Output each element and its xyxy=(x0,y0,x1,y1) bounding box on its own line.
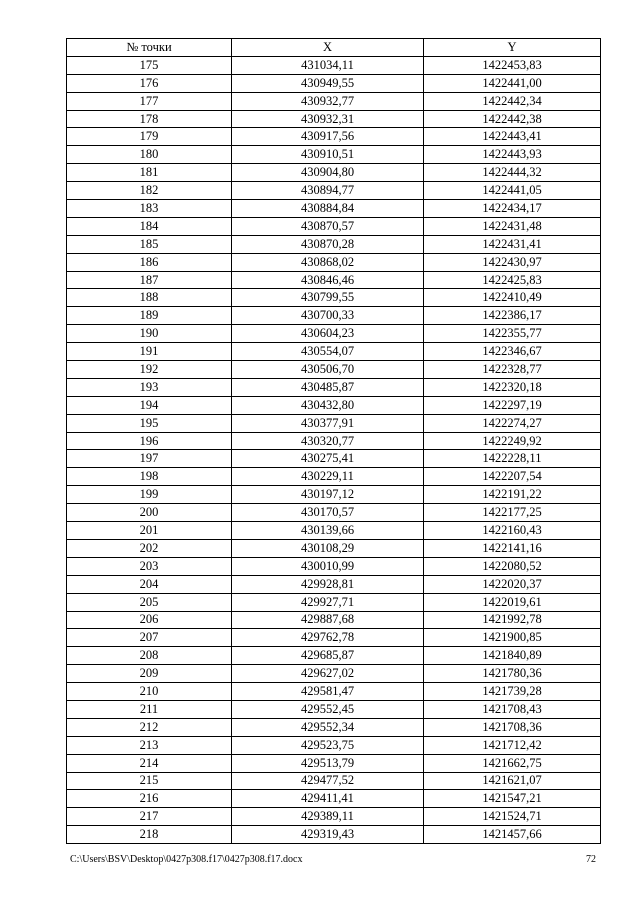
cell-y: 1422431,41 xyxy=(424,235,601,253)
table-row xyxy=(67,647,601,665)
cell-point-number: 207 xyxy=(67,629,232,647)
cell-y: 1421662,75 xyxy=(424,754,601,772)
cell-y: 1422207,54 xyxy=(424,468,601,486)
cell-point-number: 197 xyxy=(67,450,232,468)
header-point-number: № точки xyxy=(67,39,232,57)
table-row xyxy=(67,110,601,128)
cell-y: 1422444,32 xyxy=(424,164,601,182)
cell-x: 430894,77 xyxy=(232,182,424,200)
cell-x: 430932,31 xyxy=(232,110,424,128)
cell-y: 1422141,16 xyxy=(424,539,601,557)
table-row xyxy=(67,665,601,683)
cell-point-number: 198 xyxy=(67,468,232,486)
table-row xyxy=(67,450,601,468)
cell-y: 1422425,83 xyxy=(424,271,601,289)
cell-point-number: 215 xyxy=(67,772,232,790)
cell-point-number: 187 xyxy=(67,271,232,289)
cell-x: 429523,75 xyxy=(232,736,424,754)
header-y: Y xyxy=(424,39,601,57)
cell-point-number: 201 xyxy=(67,522,232,540)
table-body xyxy=(67,56,601,843)
cell-point-number: 217 xyxy=(67,808,232,826)
cell-x: 429389,11 xyxy=(232,808,424,826)
table-row xyxy=(67,378,601,396)
table-row xyxy=(67,271,601,289)
table-row xyxy=(67,182,601,200)
cell-x: 429411,41 xyxy=(232,790,424,808)
cell-point-number: 176 xyxy=(67,74,232,92)
table-row xyxy=(67,164,601,182)
cell-x: 430799,55 xyxy=(232,289,424,307)
table-row xyxy=(67,593,601,611)
table-row xyxy=(67,700,601,718)
cell-y: 1422328,77 xyxy=(424,361,601,379)
cell-point-number: 177 xyxy=(67,92,232,110)
cell-y: 1422320,18 xyxy=(424,378,601,396)
table-row xyxy=(67,754,601,772)
cell-x: 430320,77 xyxy=(232,432,424,450)
cell-y: 1422355,77 xyxy=(424,325,601,343)
table-row xyxy=(67,522,601,540)
cell-y: 1422443,41 xyxy=(424,128,601,146)
cell-y: 1422160,43 xyxy=(424,522,601,540)
cell-y: 1422020,37 xyxy=(424,575,601,593)
cell-point-number: 216 xyxy=(67,790,232,808)
cell-x: 430197,12 xyxy=(232,486,424,504)
cell-point-number: 189 xyxy=(67,307,232,325)
cell-x: 430170,57 xyxy=(232,504,424,522)
cell-y: 1421739,28 xyxy=(424,683,601,701)
table-row xyxy=(67,629,601,647)
cell-x: 429552,34 xyxy=(232,718,424,736)
table-row xyxy=(67,92,601,110)
cell-point-number: 183 xyxy=(67,200,232,218)
table-row xyxy=(67,74,601,92)
cell-point-number: 195 xyxy=(67,414,232,432)
cell-y: 1421712,42 xyxy=(424,736,601,754)
cell-point-number: 194 xyxy=(67,396,232,414)
cell-point-number: 203 xyxy=(67,557,232,575)
cell-point-number: 204 xyxy=(67,575,232,593)
cell-x: 430870,28 xyxy=(232,235,424,253)
cell-y: 1422297,19 xyxy=(424,396,601,414)
cell-y: 1421900,85 xyxy=(424,629,601,647)
table-row xyxy=(67,200,601,218)
cell-x: 429477,52 xyxy=(232,772,424,790)
table-row xyxy=(67,361,601,379)
cell-x: 430910,51 xyxy=(232,146,424,164)
table-row xyxy=(67,808,601,826)
cell-point-number: 179 xyxy=(67,128,232,146)
cell-x: 430010,99 xyxy=(232,557,424,575)
table-row xyxy=(67,611,601,629)
cell-y: 1421780,36 xyxy=(424,665,601,683)
cell-x: 429552,45 xyxy=(232,700,424,718)
cell-x: 430377,91 xyxy=(232,414,424,432)
cell-point-number: 181 xyxy=(67,164,232,182)
table-row xyxy=(67,718,601,736)
table-row xyxy=(67,307,601,325)
cell-point-number: 211 xyxy=(67,700,232,718)
cell-y: 1422346,67 xyxy=(424,343,601,361)
cell-x: 430275,41 xyxy=(232,450,424,468)
table-row xyxy=(67,396,601,414)
cell-point-number: 185 xyxy=(67,235,232,253)
cell-y: 1421708,43 xyxy=(424,700,601,718)
cell-point-number: 182 xyxy=(67,182,232,200)
cell-y: 1421547,21 xyxy=(424,790,601,808)
cell-y: 1422434,17 xyxy=(424,200,601,218)
cell-y: 1422443,93 xyxy=(424,146,601,164)
cell-x: 430884,84 xyxy=(232,200,424,218)
cell-y: 1421457,66 xyxy=(424,826,601,844)
table-row xyxy=(67,575,601,593)
table-row xyxy=(67,557,601,575)
cell-x: 429685,87 xyxy=(232,647,424,665)
cell-y: 1422177,25 xyxy=(424,504,601,522)
cell-x: 430432,80 xyxy=(232,396,424,414)
footer-page-number: 72 xyxy=(586,854,596,865)
cell-point-number: 178 xyxy=(67,110,232,128)
cell-y: 1422191,22 xyxy=(424,486,601,504)
cell-y: 1422410,49 xyxy=(424,289,601,307)
table-row xyxy=(67,235,601,253)
footer-file-path: C:\Users\BSV\Desktop\0427p308.f17\0427p308.f17.docx xyxy=(70,854,303,865)
table-header-row xyxy=(67,39,601,57)
cell-y: 1422442,34 xyxy=(424,92,601,110)
cell-y: 1421992,78 xyxy=(424,611,601,629)
cell-x: 430229,11 xyxy=(232,468,424,486)
cell-y: 1422453,83 xyxy=(424,56,601,74)
table-row xyxy=(67,414,601,432)
cell-x: 430485,87 xyxy=(232,378,424,396)
table-row xyxy=(67,146,601,164)
cell-x: 430904,80 xyxy=(232,164,424,182)
cell-point-number: 199 xyxy=(67,486,232,504)
cell-point-number: 190 xyxy=(67,325,232,343)
cell-y: 1422249,92 xyxy=(424,432,601,450)
table-row xyxy=(67,325,601,343)
table-row xyxy=(67,736,601,754)
cell-y: 1422431,48 xyxy=(424,217,601,235)
cell-point-number: 184 xyxy=(67,217,232,235)
cell-x: 430108,29 xyxy=(232,539,424,557)
cell-point-number: 209 xyxy=(67,665,232,683)
cell-y: 1421840,89 xyxy=(424,647,601,665)
cell-y: 1422441,00 xyxy=(424,74,601,92)
cell-x: 430949,55 xyxy=(232,74,424,92)
cell-point-number: 186 xyxy=(67,253,232,271)
table-row xyxy=(67,826,601,844)
table-row xyxy=(67,289,601,307)
table-row xyxy=(67,253,601,271)
table-row xyxy=(67,217,601,235)
cell-point-number: 193 xyxy=(67,378,232,396)
table-row xyxy=(67,790,601,808)
cell-x: 429581,47 xyxy=(232,683,424,701)
coordinates-table xyxy=(66,38,601,844)
cell-point-number: 175 xyxy=(67,56,232,74)
cell-y: 1422019,61 xyxy=(424,593,601,611)
cell-x: 430868,02 xyxy=(232,253,424,271)
cell-point-number: 180 xyxy=(67,146,232,164)
cell-x: 429513,79 xyxy=(232,754,424,772)
table-row xyxy=(67,468,601,486)
cell-y: 1422430,97 xyxy=(424,253,601,271)
cell-point-number: 200 xyxy=(67,504,232,522)
cell-point-number: 213 xyxy=(67,736,232,754)
cell-x: 429319,43 xyxy=(232,826,424,844)
cell-y: 1422228,11 xyxy=(424,450,601,468)
cell-x: 430554,07 xyxy=(232,343,424,361)
table-row xyxy=(67,486,601,504)
cell-x: 429927,71 xyxy=(232,593,424,611)
table-row xyxy=(67,539,601,557)
cell-point-number: 206 xyxy=(67,611,232,629)
cell-point-number: 188 xyxy=(67,289,232,307)
table-row xyxy=(67,504,601,522)
table-row xyxy=(67,772,601,790)
cell-point-number: 202 xyxy=(67,539,232,557)
cell-y: 1422386,17 xyxy=(424,307,601,325)
cell-x: 430139,66 xyxy=(232,522,424,540)
cell-x: 429762,78 xyxy=(232,629,424,647)
cell-x: 430917,56 xyxy=(232,128,424,146)
cell-y: 1421621,07 xyxy=(424,772,601,790)
cell-y: 1422441,05 xyxy=(424,182,601,200)
cell-x: 429627,02 xyxy=(232,665,424,683)
cell-point-number: 192 xyxy=(67,361,232,379)
cell-y: 1422080,52 xyxy=(424,557,601,575)
header-x: X xyxy=(232,39,424,57)
cell-x: 431034,11 xyxy=(232,56,424,74)
cell-point-number: 218 xyxy=(67,826,232,844)
cell-y: 1421708,36 xyxy=(424,718,601,736)
cell-point-number: 210 xyxy=(67,683,232,701)
table-row xyxy=(67,343,601,361)
cell-point-number: 191 xyxy=(67,343,232,361)
cell-y: 1422274,27 xyxy=(424,414,601,432)
cell-y: 1421524,71 xyxy=(424,808,601,826)
cell-point-number: 205 xyxy=(67,593,232,611)
table-row xyxy=(67,683,601,701)
cell-x: 430932,77 xyxy=(232,92,424,110)
cell-y: 1422442,38 xyxy=(424,110,601,128)
cell-x: 430604,23 xyxy=(232,325,424,343)
cell-point-number: 212 xyxy=(67,718,232,736)
cell-point-number: 196 xyxy=(67,432,232,450)
cell-x: 430506,70 xyxy=(232,361,424,379)
cell-point-number: 214 xyxy=(67,754,232,772)
cell-x: 430700,33 xyxy=(232,307,424,325)
cell-point-number: 208 xyxy=(67,647,232,665)
cell-x: 430870,57 xyxy=(232,217,424,235)
table-row xyxy=(67,56,601,74)
cell-x: 429928,81 xyxy=(232,575,424,593)
table-row xyxy=(67,432,601,450)
table-row xyxy=(67,128,601,146)
cell-x: 430846,46 xyxy=(232,271,424,289)
cell-x: 429887,68 xyxy=(232,611,424,629)
